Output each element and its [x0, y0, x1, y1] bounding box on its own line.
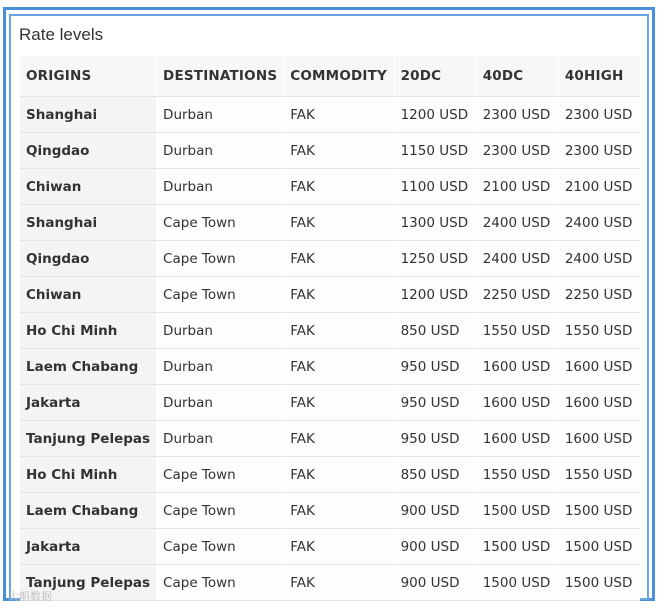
- table-row: [20, 205, 640, 241]
- rate-20dc-cell: 850 USD: [394, 457, 476, 493]
- destination-cell: Cape Town: [157, 277, 284, 313]
- origin-cell: Laem Chabang: [20, 493, 157, 529]
- origin-cell: Ho Chi Minh: [20, 313, 157, 349]
- origin-cell: Chiwan: [20, 169, 157, 205]
- origin-cell: Tanjung Pelepas: [20, 565, 157, 601]
- rate-40high-cell: 2300 USD: [558, 133, 640, 169]
- table-row: [20, 97, 640, 133]
- origin-cell: Laem Chabang: [20, 349, 157, 385]
- origin-cell: Jakarta: [20, 385, 157, 421]
- rate-40high-cell: 1550 USD: [558, 313, 640, 349]
- rate-20dc-cell: 1100 USD: [394, 169, 476, 205]
- rate-40high-cell: 1600 USD: [558, 349, 640, 385]
- commodity-cell: FAK: [284, 169, 394, 205]
- commodity-cell: FAK: [284, 565, 394, 601]
- destination-cell: Durban: [157, 349, 284, 385]
- rate-20dc-cell: 950 USD: [394, 349, 476, 385]
- rate-20dc-cell: 1200 USD: [394, 277, 476, 313]
- origin-cell: Ho Chi Minh: [20, 457, 157, 493]
- commodity-cell: FAK: [284, 529, 394, 565]
- header-20dc: 20DC: [394, 56, 476, 97]
- rate-40dc-cell: 1600 USD: [476, 421, 558, 457]
- table-row: [20, 133, 640, 169]
- origin-cell: Qingdao: [20, 241, 157, 277]
- rate-40high-cell: 2100 USD: [558, 169, 640, 205]
- destination-cell: Durban: [157, 133, 284, 169]
- rate-20dc-cell: 900 USD: [394, 529, 476, 565]
- origin-cell: Qingdao: [20, 133, 157, 169]
- destination-cell: Cape Town: [157, 457, 284, 493]
- rate-20dc-cell: 900 USD: [394, 565, 476, 601]
- header-40high: 40HIGH: [558, 56, 640, 97]
- commodity-cell: FAK: [284, 349, 394, 385]
- table-row: [20, 241, 640, 277]
- commodity-cell: FAK: [284, 97, 394, 133]
- commodity-cell: FAK: [284, 133, 394, 169]
- destination-cell: Cape Town: [157, 241, 284, 277]
- table-row: [20, 277, 640, 313]
- destination-cell: Durban: [157, 385, 284, 421]
- rate-40high-cell: 1550 USD: [558, 457, 640, 493]
- table-row: [20, 565, 640, 601]
- rate-40high-cell: 2400 USD: [558, 241, 640, 277]
- rate-20dc-cell: 1200 USD: [394, 97, 476, 133]
- rate-40dc-cell: 1500 USD: [476, 493, 558, 529]
- destination-cell: Durban: [157, 421, 284, 457]
- header-destinations: DESTINATIONS: [157, 56, 284, 97]
- table-row: [20, 313, 640, 349]
- destination-cell: Durban: [157, 313, 284, 349]
- commodity-cell: FAK: [284, 313, 394, 349]
- commodity-cell: FAK: [284, 241, 394, 277]
- commodity-cell: FAK: [284, 205, 394, 241]
- origin-cell: Jakarta: [20, 529, 157, 565]
- header-40dc: 40DC: [476, 56, 558, 97]
- rate-20dc-cell: 900 USD: [394, 493, 476, 529]
- header-origins: ORIGINS: [20, 56, 157, 97]
- table-row: [20, 421, 640, 457]
- destination-cell: Cape Town: [157, 205, 284, 241]
- rate-40dc-cell: 2250 USD: [476, 277, 558, 313]
- destination-cell: Cape Town: [157, 493, 284, 529]
- rate-40high-cell: 1500 USD: [558, 565, 640, 601]
- rate-40dc-cell: 1500 USD: [476, 565, 558, 601]
- table-row: [20, 169, 640, 205]
- table-row: [20, 529, 640, 565]
- origin-cell: Shanghai: [20, 97, 157, 133]
- origin-cell: Shanghai: [20, 205, 157, 241]
- commodity-cell: FAK: [284, 457, 394, 493]
- rate-40high-cell: 1600 USD: [558, 421, 640, 457]
- origin-cell: Tanjung Pelepas: [20, 421, 157, 457]
- rate-40high-cell: 1500 USD: [558, 529, 640, 565]
- rate-20dc-cell: 950 USD: [394, 385, 476, 421]
- rate-40dc-cell: 2400 USD: [476, 205, 558, 241]
- origin-cell: Chiwan: [20, 277, 157, 313]
- rate-20dc-cell: 1150 USD: [394, 133, 476, 169]
- rate-40high-cell: 2300 USD: [558, 97, 640, 133]
- rate-40dc-cell: 1600 USD: [476, 385, 558, 421]
- rate-40dc-cell: 2400 USD: [476, 241, 558, 277]
- commodity-cell: FAK: [284, 421, 394, 457]
- rate-table: [20, 56, 640, 601]
- commodity-cell: FAK: [284, 277, 394, 313]
- header-commodity: COMMODITY: [284, 56, 394, 97]
- rate-table-body: [20, 97, 640, 601]
- destination-cell: Cape Town: [157, 529, 284, 565]
- rate-20dc-cell: 850 USD: [394, 313, 476, 349]
- commodity-cell: FAK: [284, 385, 394, 421]
- rate-40dc-cell: 2300 USD: [476, 97, 558, 133]
- rate-40dc-cell: 2100 USD: [476, 169, 558, 205]
- header-row: [20, 56, 640, 97]
- commodity-cell: FAK: [284, 493, 394, 529]
- rate-40high-cell: 1500 USD: [558, 493, 640, 529]
- destination-cell: Durban: [157, 97, 284, 133]
- rate-40dc-cell: 1500 USD: [476, 529, 558, 565]
- rate-20dc-cell: 1300 USD: [394, 205, 476, 241]
- rate-40high-cell: 2250 USD: [558, 277, 640, 313]
- rate-40dc-cell: 1550 USD: [476, 313, 558, 349]
- destination-cell: Durban: [157, 169, 284, 205]
- table-row: [20, 385, 640, 421]
- rate-20dc-cell: 1250 USD: [394, 241, 476, 277]
- rate-20dc-cell: 950 USD: [394, 421, 476, 457]
- table-row: [20, 493, 640, 529]
- rate-40dc-cell: 2300 USD: [476, 133, 558, 169]
- destination-cell: Cape Town: [157, 565, 284, 601]
- table-row: [20, 457, 640, 493]
- watermark: 大船数据: [8, 590, 52, 603]
- table-title: Rate levels: [19, 25, 104, 44]
- rate-40dc-cell: 1550 USD: [476, 457, 558, 493]
- rate-40dc-cell: 1600 USD: [476, 349, 558, 385]
- rate-40high-cell: 2400 USD: [558, 205, 640, 241]
- table-row: [20, 349, 640, 385]
- rate-40high-cell: 1600 USD: [558, 385, 640, 421]
